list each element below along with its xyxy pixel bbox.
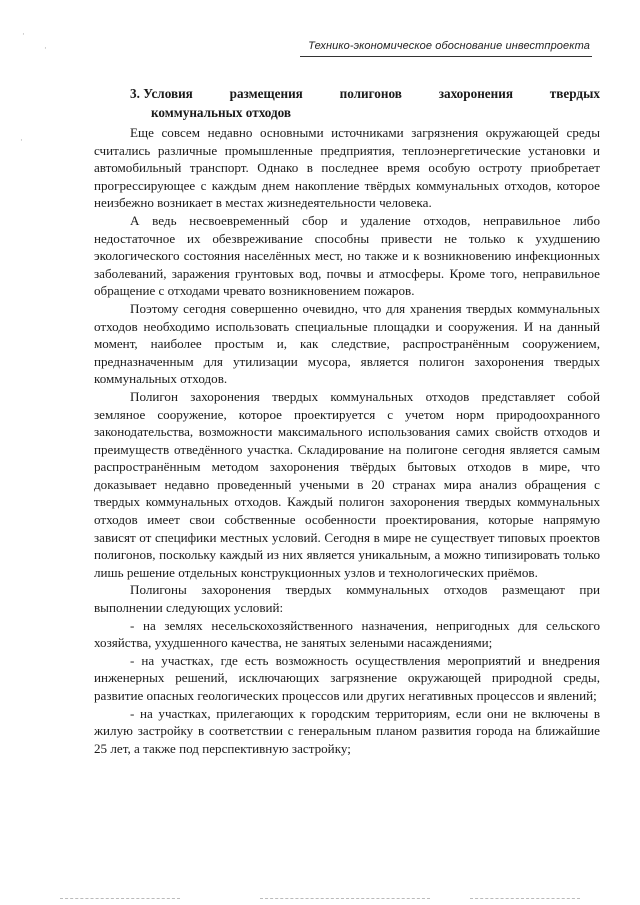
paragraph: Еще совсем недавно основными источниками загрязнения окружающей среды считались различные промышленные предприятия, теплоэнергетические установки и автомобильный транспорт. Однако в последнее время особую остроту приобретает прогрессирующее с каждым днем накопление твёрдых коммунальных отходов, которое неизбежно возникает в местах жизнедеятельности человека. — [94, 125, 600, 211]
scan-artifact: · — [22, 30, 25, 40]
section-heading — [94, 84, 600, 122]
scan-artifact — [470, 898, 580, 899]
scan-artifact: · — [44, 44, 47, 54]
section-number: 3. — [130, 86, 140, 101]
scan-artifact — [260, 898, 430, 899]
list-item: - на землях несельскохозяйственного назначения, непригодных для сельского хозяйства, ухудшенного качества, не занятых зелеными насаждениями; — [94, 617, 600, 651]
section-heading-number-and-word — [130, 84, 193, 103]
paragraph: Полигон захоронения твердых коммунальных отходов представляет собой земляное сооружение, которое проектируется с учетом норм природоохранного законодательства, возможности максимального использования самих свойств отходов и преимуществ отведённого участка. Складирование на полигоне сегодня является самым распространённым методом захоронения твёрдых бытовых отходов в мире, что доказывает недавно проведенный учеными в 20 странах мира анализ обращения с твердых коммунальных отходов. Каждый полигон захоронения твердых коммунальных отходов имеет свои собственные особенности проектирования, которые напрямую зависят от специфики местных условий. Сегодня в мире не существует типовых проектов полигонов, поскольку каждый из них является уникальным, а можно типизировать только лишь решение отдельных конструкционных узлов и технологических приёмов. — [94, 388, 600, 580]
header-rule — [300, 56, 592, 57]
paragraph: Поэтому сегодня совершенно очевидно, что для хранения твердых коммунальных отходов необходимо использовать специальные площадки и сооружения. И на данный момент, наиболее простым и, как следствие, распространённым сооружением, предназначенным для утилизации мусора, является полигон захоронения твердых коммунальных отходов. — [94, 300, 600, 387]
heading-word: размещения — [229, 86, 303, 101]
list-item: - на участках, прилегающих к городским территориям, если они не включены в жилую застройку в соответствии с генеральным планом развития города на ближайшие 25 лет, а также под перспективную застройку; — [94, 705, 600, 756]
body-text — [94, 124, 600, 757]
heading-word: полигонов — [339, 86, 402, 101]
paragraph: Полигоны захоронения твердых коммунальных отходов размещают при выполнении следующих условий: — [94, 582, 600, 616]
paragraph: А ведь несвоевременный сбор и удаление отходов, неправильное либо недостаточное их обезвреживание способны привести не только к ухудшению экологического состояния населённых мест, но также и к возникновению инфекционных заболеваний, заражения грунтовых вод, почвы и атмосферы. Кроме того, неправильное обращение с отходами чревато возникновением пожаров. — [94, 212, 600, 299]
section-heading-line1 — [94, 84, 600, 103]
list-item: - на участках, где есть возможность осуществления мероприятий и внедрения инженерных решений, исключающих загрязнение окружающей природной среды, развитие опасных геологических процессов или других негативных процессов и явлений; — [94, 652, 600, 703]
scan-artifact: · — [20, 136, 23, 146]
running-header: Технико-экономическое обоснование инвестпроекта — [308, 40, 590, 52]
heading-word: твердых — [549, 86, 600, 101]
section-heading-line2: коммунальных отходов — [151, 105, 292, 120]
heading-word: Условия — [143, 86, 193, 101]
scan-artifact — [60, 898, 180, 899]
heading-word: захоронения — [438, 86, 513, 101]
